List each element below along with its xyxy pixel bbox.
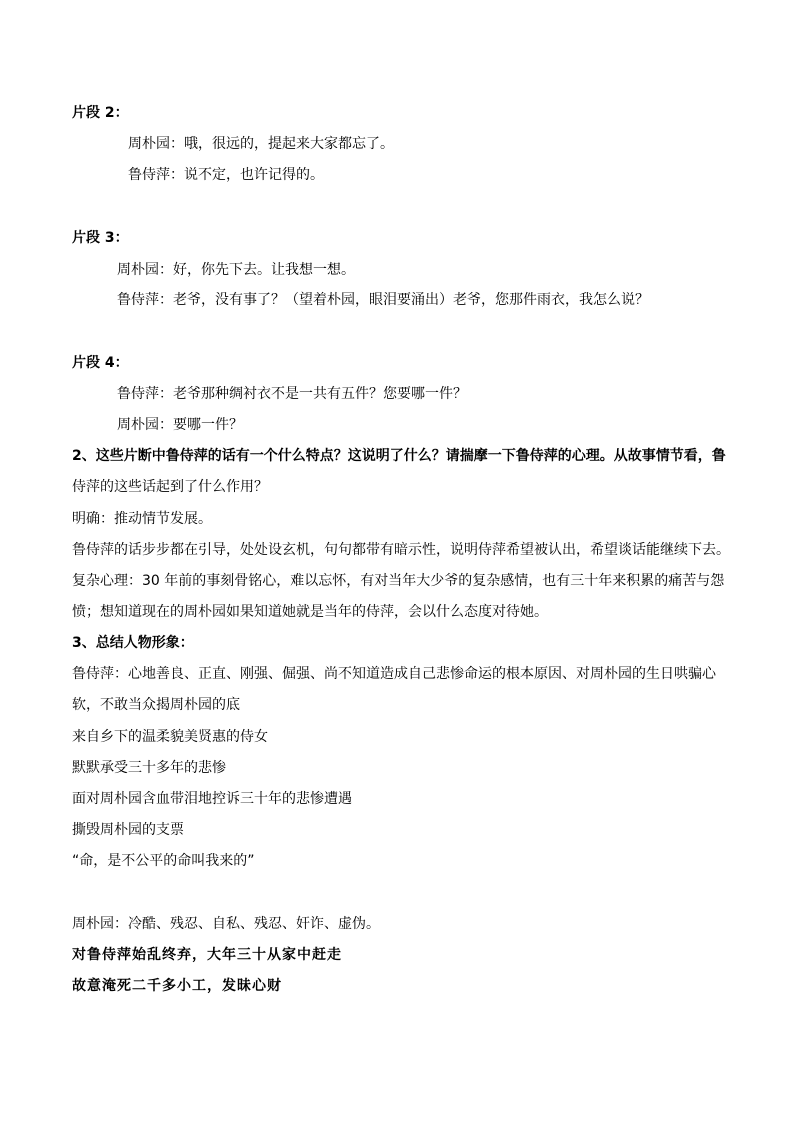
question-3-heading: 3、总结人物形象： [72,635,194,651]
question-2-paragraph-2b: 愤；想知道现在的周朴园如果知道她就是当年的侍萍，会以什么态度对待她。 [72,604,548,620]
question-2-line-2: 侍萍的这些话起到了什么作用？ [72,479,268,495]
lu-shiping-line-6: 撕毁周朴园的支票 [72,822,184,838]
zhou-puyuan-line-3: 故意淹死二千多小工，发昧心财 [72,978,282,994]
question-2-answer: 明确：推动情节发展。 [72,511,212,527]
question-2-line-1: 2、这些片断中鲁侍萍的话有一个什么特点？这说明了什么？请揣摩一下鲁侍萍的心理。从故事情节看，鲁 [72,448,726,464]
segment-3-line-1: 周朴园：好，你先下去。让我想一想。 [117,262,355,278]
segment-2-line-1: 周朴园：哦，很远的，提起来大家都忘了。 [128,136,394,152]
lu-shiping-quote: “命，是不公平的命叫我来的” [72,853,255,869]
segment-3-line-2: 鲁侍萍：老爷，没有事了？（望着朴园，眼泪要涌出）老爷，您那件雨衣，我怎么说？ [117,292,649,308]
segment-4-line-1: 鲁侍萍：老爷那种绸衬衣不是一共有五件？您要哪一件？ [117,386,467,402]
lu-shiping-line-4: 默默承受三十多年的悲惨 [72,760,226,776]
question-2-paragraph-1: 鲁侍萍的话步步都在引导，处处设玄机，句句都带有暗示性，说明侍萍希望被认出，希望谈话能继续下去。 [72,542,730,558]
question-2-paragraph-2a: 复杂心理：30 年前的事刻骨铭心，难以忘怀，有对当年大少爷的复杂感情，也有三十年来积累的痛苦与怨 [72,573,725,589]
zhou-puyuan-line-1: 周朴园：冷酷、残忍、自私、残忍、奸诈、虚伪。 [72,916,380,932]
lu-shiping-line-2: 软，不敢当众揭周朴园的底 [72,697,240,713]
lu-shiping-line-5: 面对周朴园含血带泪地控诉三十年的悲惨遭遇 [72,791,352,807]
segment-2-line-2: 鲁侍萍：说不定，也许记得的。 [128,167,324,183]
segment-3-heading: 片段 3： [72,230,129,246]
segment-4-heading: 片段 4： [72,355,129,371]
segment-2-heading: 片段 2： [72,105,129,121]
zhou-puyuan-line-2: 对鲁侍萍始乱终弃，大年三十从家中赶走 [72,947,342,963]
lu-shiping-line-1: 鲁侍萍：心地善良、正直、刚强、倔强、尚不知道造成自己悲惨命运的根本原因、对周朴园的生日哄骗心 [72,666,716,682]
lu-shiping-line-3: 来自乡下的温柔貌美贤惠的侍女 [72,729,268,745]
segment-4-line-2: 周朴园：要哪一件？ [117,417,243,433]
